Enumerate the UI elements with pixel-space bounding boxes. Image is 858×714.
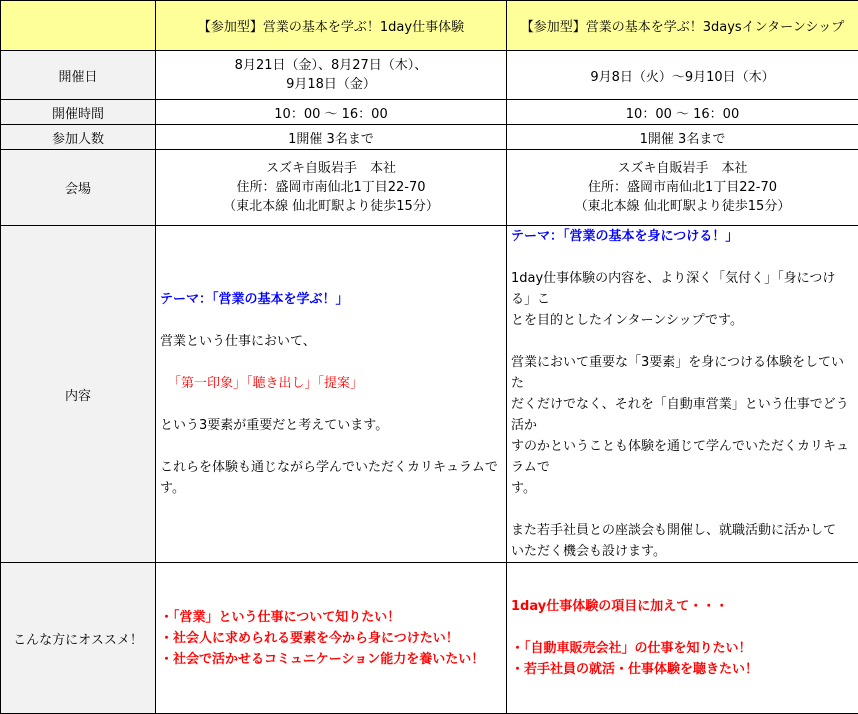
content-label: 内容 <box>1 226 156 563</box>
time-row <box>1 100 858 125</box>
capacity-3days: 1開催 3名まで <box>507 125 858 150</box>
date-1day-line2: 9月18日（金） <box>156 75 506 94</box>
header-1day: 【参加型】営業の基本を学ぶ！1day仕事体験 <box>156 1 507 51</box>
venue-3days <box>507 150 858 226</box>
content-1day-three-elements: 「第一印象」「聴き出し」「提案」 <box>160 373 502 394</box>
recommend-label: こんな方にオススメ！ <box>1 563 156 714</box>
capacity-1day: 1開催 3名まで <box>156 125 507 150</box>
content-1day-p4: これらを体験も通じながら学んでいただくカリキュラムです。 <box>160 457 502 499</box>
content-3days-p1-l2: とを目的としたインターンシップです。 <box>511 310 854 331</box>
content-3days-p3-l1: また若手社員との座談会も開催し、就職活動に活かして <box>511 520 854 541</box>
date-1day-line1: 8月21日（金）、8月27日（木）、 <box>156 56 506 75</box>
content-3days-theme-text: テーマ：「営業の基本を身につける！」 <box>511 229 738 244</box>
recommend-1day-item3: ・社会で活かせるコミュニケーション能力を養いたい！ <box>160 649 502 670</box>
content-1day-p1: 営業という仕事において、 <box>160 331 502 352</box>
recommend-1day-item2: ・社会人に求められる要素を今から身につけたい！ <box>160 628 502 649</box>
content-3days-p3-l2: いただく機会も設けます。 <box>511 541 854 562</box>
content-row <box>1 226 858 563</box>
content-1day <box>156 226 507 563</box>
recommend-1day-item1: ・「営業」という仕事について知りたい！ <box>160 607 502 628</box>
venue-3days-address: 住所：盛岡市南仙北1丁目22-70 <box>507 178 858 197</box>
capacity-row <box>1 125 858 150</box>
venue-row <box>1 150 858 226</box>
recommend-3days-item1: ・「自動車販売会社」の仕事を知りたい！ <box>511 638 854 659</box>
content-3days-theme <box>511 226 854 247</box>
content-3days-p2-l1: 営業において重要な「3要素」を身につける体験をしていた <box>511 352 854 394</box>
content-3days-p1-l1: 1day仕事体験の内容を、より深く「気付く」「身につける」こ <box>511 268 854 310</box>
time-label: 開催時間 <box>1 100 156 125</box>
venue-1day-access: （東北本線 仙北町駅より徒歩15分） <box>156 197 506 216</box>
time-3days: 10：00 ～ 16：00 <box>507 100 858 125</box>
date-3days: 9月8日（火）～9月10日（木） <box>507 51 858 100</box>
recommend-3days <box>507 563 858 714</box>
header-row <box>1 1 858 51</box>
recommend-1day <box>156 563 507 714</box>
venue-label: 会場 <box>1 150 156 226</box>
recommend-row <box>1 563 858 714</box>
capacity-label: 参加人数 <box>1 125 156 150</box>
venue-1day <box>156 150 507 226</box>
content-3days-p2-l4: す。 <box>511 478 854 499</box>
time-1day: 10：00 ～ 16：00 <box>156 100 507 125</box>
content-3days-p2-l2: だくだけでなく、それを「自動車営業」という仕事でどう活か <box>511 394 854 436</box>
content-1day-p3: という3要素が重要だと考えています。 <box>160 415 502 436</box>
content-1day-theme-text: テーマ：「営業の基本を学ぶ！」 <box>160 292 349 307</box>
date-1day <box>156 51 507 100</box>
venue-1day-address: 住所：盛岡市南仙北1丁目22-70 <box>156 178 506 197</box>
content-1day-theme <box>160 289 502 310</box>
header-3days: 【参加型】営業の基本を学ぶ！3daysインターンシップ <box>507 1 858 51</box>
content-3days <box>507 226 858 563</box>
content-3days-p2-l3: すのかということも体験を通じて学んでいただくカリキュラムで <box>511 436 854 478</box>
recommend-3days-intro: 1day仕事体験の項目に加えて・・・ <box>511 596 854 617</box>
date-label: 開催日 <box>1 51 156 100</box>
header-empty-cell <box>1 1 156 51</box>
venue-3days-name: スズキ自販岩手 本社 <box>507 159 858 178</box>
venue-3days-access: （東北本線 仙北町駅より徒歩15分） <box>507 197 858 216</box>
venue-1day-name: スズキ自販岩手 本社 <box>156 159 506 178</box>
recommend-3days-item2: ・若手社員の就活・仕事体験を聴きたい！ <box>511 659 854 680</box>
date-row <box>1 51 858 100</box>
